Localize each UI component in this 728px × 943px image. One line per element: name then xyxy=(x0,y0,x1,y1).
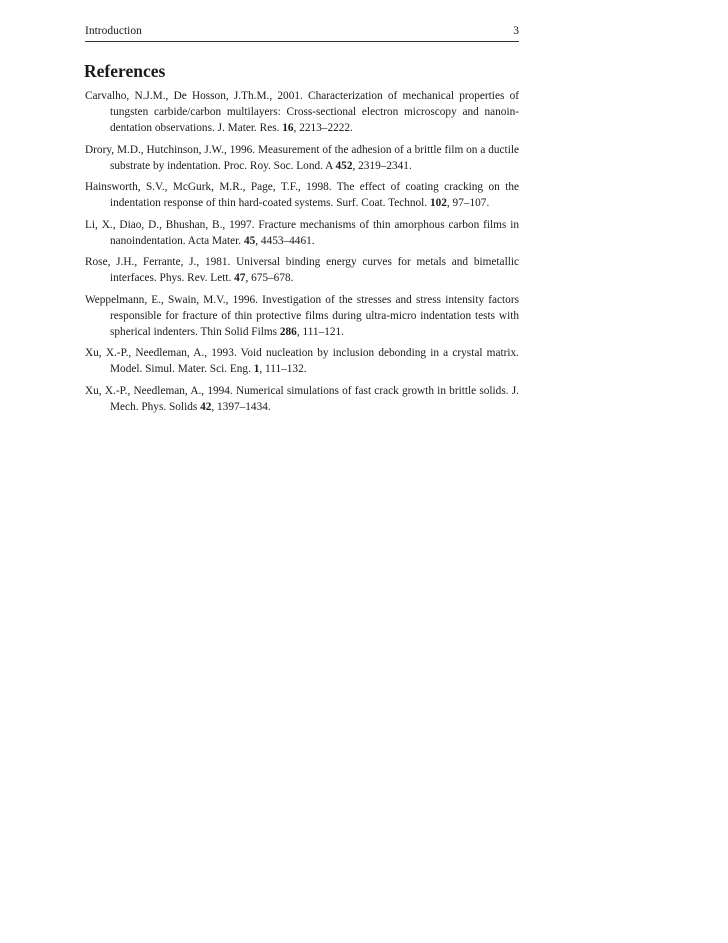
reference-text: Hainsworth, S.V., McGurk, M.R., Page, T.F., 1998. The effect of coating cracking on the indentation response of thin hard-coated systems. Surf. Coat. Technol. xyxy=(85,181,519,209)
reference-pages: , 675–678. xyxy=(245,272,294,284)
reference-pages: , 2319–2341. xyxy=(352,159,412,172)
reference-text: Weppelmann, E., Swain, M.V., 1996. Investigation of the stresses and stress intensity factors responsible for fracture of thin protective films during ultra-micro indentation tests with spherical indenters. Thin Solid Films xyxy=(85,293,519,338)
reference-item xyxy=(85,345,519,377)
reference-volume: 286 xyxy=(279,325,297,338)
reference-pages: , 111–121. xyxy=(296,325,345,338)
reference-volume: 42 xyxy=(200,400,212,413)
reference-item xyxy=(85,179,519,211)
reference-volume: 16 xyxy=(282,122,294,134)
page-body xyxy=(85,24,519,420)
section-title: References xyxy=(84,61,166,81)
reference-item xyxy=(85,142,519,174)
reference-pages: , 2213–2222. xyxy=(293,122,353,134)
reference-pages: , 4453–4461. xyxy=(255,234,315,247)
reference-text: Drory, M.D., Hutchinson, J.W., 1996. Measurement of the adhesion of a brittle film on a ductile substrate by indentation. Proc. Roy. Soc. Lond. A xyxy=(85,143,519,172)
reference-volume: 1 xyxy=(253,363,260,375)
reference-text: Carvalho, N.J.M., De Hosson, J.Th.M., 2001. Characterization of mechanical properties of tungsten carbide/carbon multilayers: Cross-sectional electron microscopy and nanoindentation observations. J. Mater. Res. xyxy=(85,90,519,134)
reference-item xyxy=(85,254,519,286)
reference-pages: , 111–132. xyxy=(259,363,307,375)
page-number: 3 xyxy=(513,25,519,37)
reference-list xyxy=(85,88,519,415)
reference-volume: 45 xyxy=(243,234,256,247)
reference-item xyxy=(85,88,519,136)
reference-pages: , 97–107. xyxy=(446,197,490,209)
running-header-section: Introduction xyxy=(85,25,142,37)
reference-text: Rose, J.H., Ferrante, J., 1981. Universal binding energy curves for metals and bimetallic interfaces. Phys. Rev. Lett. xyxy=(85,256,519,284)
reference-item xyxy=(85,383,519,415)
reference-volume: 47 xyxy=(234,272,246,284)
reference-volume: 452 xyxy=(335,159,353,172)
reference-item xyxy=(85,292,519,340)
reference-text: Xu, X.-P., Needleman, A., 1994. Numerical simulations of fast crack growth in brittle solids. J. Mech. Phys. Solids xyxy=(85,384,519,413)
reference-text: Xu, X.-P., Needleman, A., 1993. Void nucleation by inclusion debonding in a crystal matrix. Model. Simul. Mater. Sci. Eng. xyxy=(85,347,519,375)
reference-volume: 102 xyxy=(429,197,447,209)
reference-item xyxy=(85,217,519,249)
running-header xyxy=(85,24,519,42)
reference-pages: , 1397–1434. xyxy=(211,400,271,413)
reference-text: Li, X., Diao, D., Bhushan, B., 1997. Fracture mechanisms of thin amorphous carbon films in nanoindentation. Acta Mater. xyxy=(85,218,519,247)
